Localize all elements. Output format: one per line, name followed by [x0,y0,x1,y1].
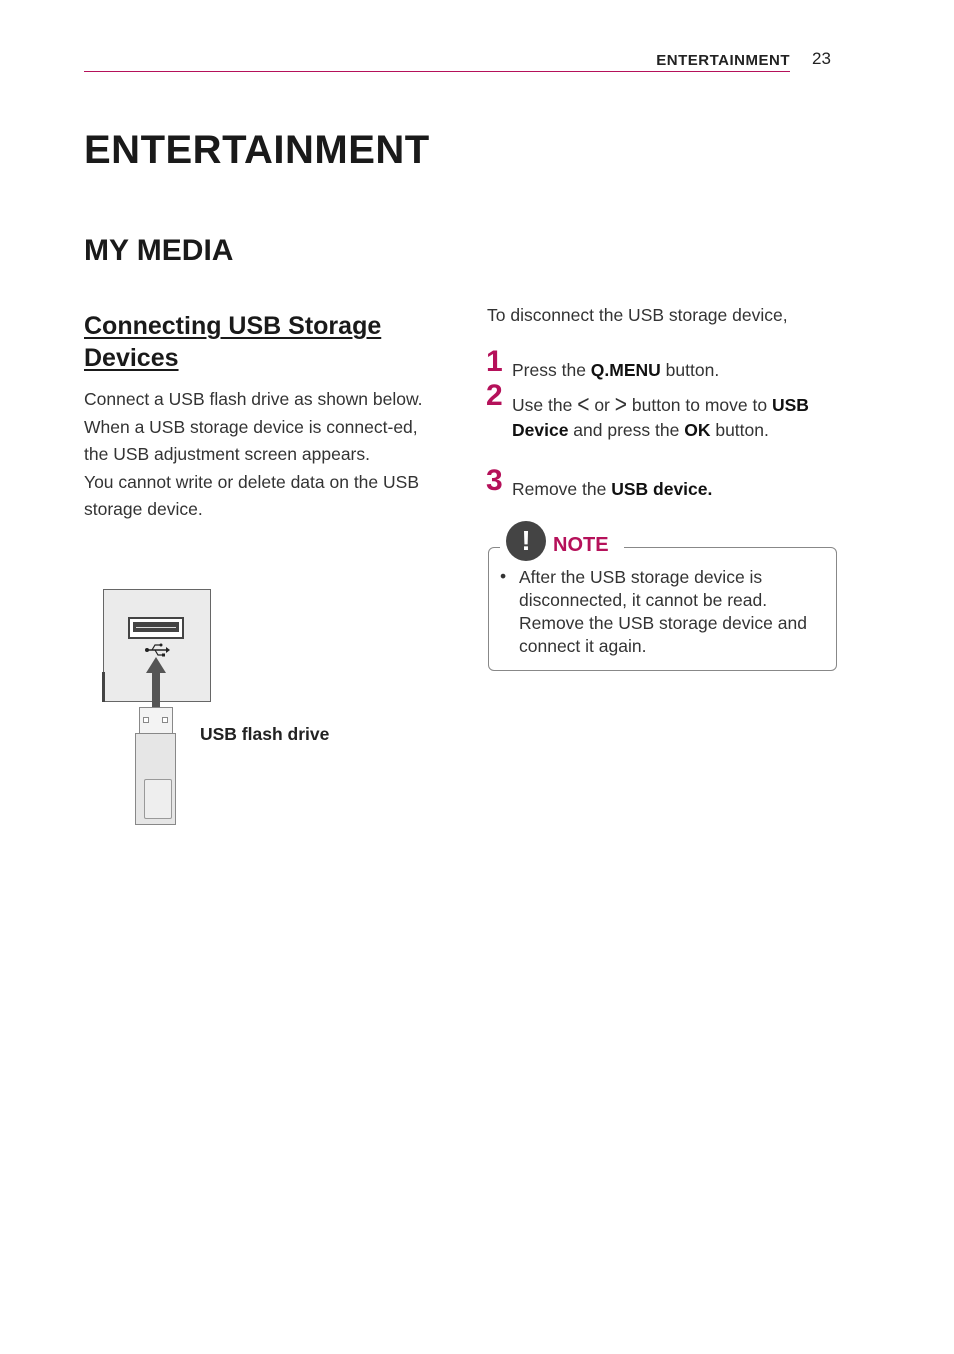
step-number: 1 [486,345,503,378]
exclamation-icon: ! [506,521,546,561]
note-text: After the USB storage device is disconnected, it cannot be read. Remove the USB storage device and connect it again. [519,567,807,656]
step-text-part: and press the [568,420,685,440]
connector-hole [162,717,168,723]
chevron-left-icon: < [577,390,590,419]
drive-label-area [144,779,172,819]
step-text-part: Press the [512,360,591,380]
usb-device-label: USB device. [611,479,713,499]
step-text-part: Use the [512,395,578,415]
usb-port-contact [136,627,176,628]
chevron-right-icon: > [614,390,628,419]
usb-device-label: USB Device [512,395,809,440]
step-number: 2 [486,379,503,412]
section-title: MY MEDIA [84,234,234,267]
note-label: NOTE [553,534,609,556]
left-body-text [84,386,436,524]
page-number: 23 [812,49,831,68]
q-menu-label: Q.MENU [590,360,661,380]
running-header-section: ENTERTAINMENT [656,52,790,69]
usb-symbol-icon [144,643,170,657]
body-paragraph: When a USB storage device is connect-ed, the USB adjustment screen appears. [84,416,418,464]
body-paragraph: You cannot write or delete data on the USB storage device. [84,471,419,519]
step-text-part: button. [660,360,720,380]
step-number: 3 [486,464,503,497]
tv-panel-edge [102,672,105,702]
step-text-part: Remove the [512,479,612,499]
figure-caption: USB flash drive [200,724,330,744]
step-text [512,392,832,443]
step-text-part: or [589,395,615,415]
connector-hole [143,717,149,723]
chapter-title: ENTERTAINMENT [84,128,430,172]
note-bullet: • [500,566,507,586]
body-paragraph: Connect a USB flash drive as shown below. [84,389,423,409]
header-rule [84,71,790,72]
step-text [512,358,832,383]
ok-label: OK [684,420,711,440]
subsection-title: Connecting USB Storage Devices [84,312,382,372]
step-text-part: button. [710,420,769,440]
right-intro: To disconnect the USB storage device, [487,305,788,325]
step-text [512,477,832,502]
step-text-part: button to move to [627,395,772,415]
